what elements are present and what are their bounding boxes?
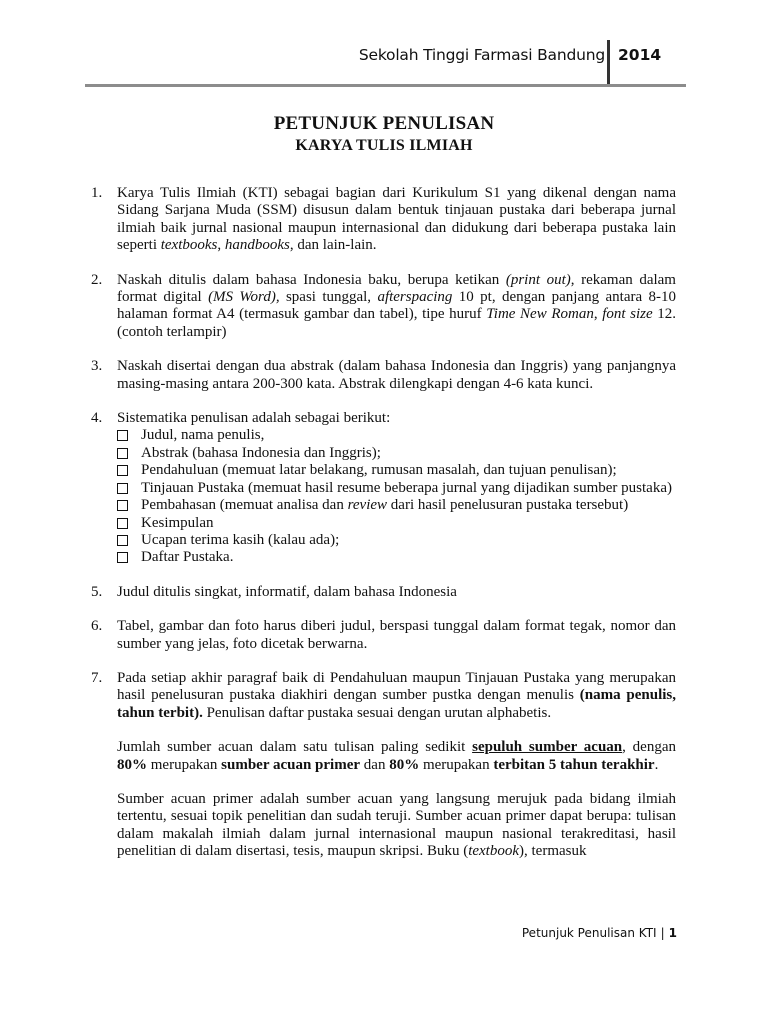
text-run: 12. (contoh terlampir) <box>117 306 676 340</box>
checkbox-icon <box>117 552 128 563</box>
checkbox-icon <box>117 483 128 494</box>
checklist-label: Pendahuluan (memuat latar belakang, rumusan masalah, dan tujuan penulisan); <box>141 462 617 479</box>
checkbox-icon <box>117 448 128 459</box>
text-run: Judul ditulis singkat, informatif, dalam bahasa Indonesia <box>117 583 457 600</box>
bold-text: 80% <box>389 756 420 773</box>
instruction-item-4 <box>91 410 676 567</box>
text-run: Naskah disertai dengan dua abstrak (dalam bahasa Indonesia dan Inggris) yang panjangnya masing-masing antara 200-300 kata. Abstrak dilengkapi dengan 4-6 kata kunci. <box>117 358 676 392</box>
footer-separator: | <box>660 926 665 940</box>
paragraph-citation <box>117 670 676 722</box>
text-run: Tabel, gambar dan foto harus diberi judul, berspasi tunggal dalam format tegak, nomor dan sumber yang jelas, foto dicetak berwarna. <box>117 618 676 652</box>
text-run: Naskah ditulis dalam bahasa Indonesia baku, berupa ketikan <box>117 271 506 288</box>
header-year: 2014 <box>618 46 662 64</box>
text-run: , dan lain-lain. <box>289 237 377 254</box>
text-run: Pada setiap akhir paragraf baik di Pendahuluan maupun Tinjauan Pustaka yang merupakan hasil penelusuran pustaka diakhiri dengan sumber pustka dengan menulis <box>117 669 676 704</box>
item-number: 7. <box>91 669 103 686</box>
page-header <box>0 0 768 100</box>
checklist-item <box>117 497 676 514</box>
instruction-list <box>91 185 676 861</box>
checkbox-icon <box>117 465 128 476</box>
text-run: spasi tunggal, <box>279 289 378 306</box>
checklist-item <box>117 427 676 444</box>
italic-text: (MS Word), <box>208 289 280 306</box>
item-number: 4. <box>91 410 103 427</box>
text-run: , <box>217 237 225 254</box>
checklist-label: Pembahasan (memuat analisa dan <box>141 497 348 514</box>
item-number: 2. <box>91 271 103 288</box>
item-number: 3. <box>91 358 103 375</box>
bold-text: (nama penulis, tahun terbit). <box>117 687 676 721</box>
item-number: 6. <box>91 618 103 635</box>
italic-text: textbook <box>468 843 520 860</box>
item-number: 1. <box>91 185 103 201</box>
paragraph-primary-sources <box>117 791 676 861</box>
document-title: PETUNJUK PENULISAN <box>273 113 495 134</box>
checkbox-icon <box>117 430 128 441</box>
checkbox-icon <box>117 500 128 511</box>
bold-text: sumber acuan primer <box>221 756 361 773</box>
italic-text: review <box>347 497 388 514</box>
text-run: merupakan <box>419 756 494 773</box>
checklist-item <box>117 480 676 497</box>
header-institution: Sekolah Tinggi Farmasi Bandung <box>358 46 605 64</box>
text-run: . <box>654 756 659 773</box>
checkbox-icon <box>117 535 128 546</box>
checklist-label: Ucapan terima kasih (kalau ada); <box>141 531 340 548</box>
structure-checklist <box>117 427 676 566</box>
document-body <box>91 185 676 878</box>
instruction-item-5 <box>91 584 676 601</box>
page-number: 1 <box>668 926 677 940</box>
footer-label: Petunjuk Penulisan KTI <box>521 926 657 940</box>
checklist-label: Daftar Pustaka. <box>141 549 234 566</box>
page-footer <box>522 926 677 940</box>
text-run: 10 pt, dengan panjang antara 8-10 halaman format A4 (termasuk gambar dan tabel), tipe huruf <box>117 289 677 323</box>
bold-text: terbitan 5 tahun terakhir <box>493 756 655 773</box>
text-run: Jumlah sumber acuan dalam satu tulisan paling sedikit <box>117 739 473 756</box>
checklist-label: Judul, nama penulis, <box>141 427 265 444</box>
italic-text: afterspacing <box>377 289 453 306</box>
text-run: merupakan <box>147 756 222 773</box>
text-run: Karya Tulis Ilmiah (KTI) sebagai bagian dari Kurikulum S1 yang dikenal dengan nama Sidang Sarjana Muda (SSM) disusun dalam bentuk tinjauan pustaka dari beberapa jurnal ilmiah baik jurnal nasional maupun internasional dan didukung dari beberapa pustaka lain seperti <box>117 185 676 254</box>
item-number: 5. <box>91 583 103 600</box>
document-subtitle: KARYA TULIS ILMIAH <box>295 137 473 154</box>
checklist-item <box>117 445 676 462</box>
italic-text: textbooks <box>160 237 218 254</box>
instruction-item-6 <box>91 618 676 653</box>
italic-text: (print out) <box>505 271 571 288</box>
checklist-label: Tinjauan Pustaka (memuat hasil resume beberapa jurnal yang dijadikan sumber pustaka) <box>141 479 672 496</box>
checklist-item <box>117 462 676 479</box>
bold-underline-text: sepuluh sumber acuan <box>472 739 623 756</box>
text-run: , rekaman dalam format digital <box>117 271 676 306</box>
instruction-item-3 <box>91 358 676 393</box>
checklist-label: Kesimpulan <box>141 514 214 531</box>
instruction-item-1 <box>91 185 676 255</box>
text-run: ), termasuk <box>519 843 587 860</box>
text-run: , <box>593 306 603 323</box>
paragraph-sources <box>117 739 676 774</box>
instruction-item-7 <box>91 670 676 861</box>
italic-text: font size <box>602 306 653 323</box>
instruction-item-2 <box>91 272 676 342</box>
italic-text: Time New Roman <box>486 306 594 323</box>
list-intro: Sistematika penulisan adalah sebagai berikut: <box>117 410 391 427</box>
checklist-item <box>117 549 676 566</box>
checkbox-icon <box>117 518 128 529</box>
checklist-item <box>117 515 676 532</box>
text-run: Sumber acuan primer adalah sumber acuan yang langsung merujuk pada bidang ilmiah tertentu, sesuai topik penelitian dan sudah teruji. Sumber acuan primer dapat berupa: tulisan dalam makalah ilmiah dalam jurnal internasional maupun nasional terakreditasi, hasil penelitian di dalam disertasi, tesis, maupun skripsi. Buku ( <box>117 790 676 860</box>
text-run: dan <box>360 756 390 773</box>
italic-text: handbooks <box>224 237 290 254</box>
text-run: Penulisan daftar pustaka sesuai dengan urutan alphabetis. <box>202 704 552 721</box>
bold-text: 80% <box>117 756 147 773</box>
checklist-item <box>117 532 676 549</box>
checklist-label: Abstrak (bahasa Indonesia dan Inggris); <box>141 444 381 461</box>
checklist-label: dari hasil penelusuran pustaka tersebut) <box>387 497 629 514</box>
header-separator <box>607 40 610 86</box>
text-run: , dengan <box>622 739 676 756</box>
header-rule <box>85 84 686 87</box>
